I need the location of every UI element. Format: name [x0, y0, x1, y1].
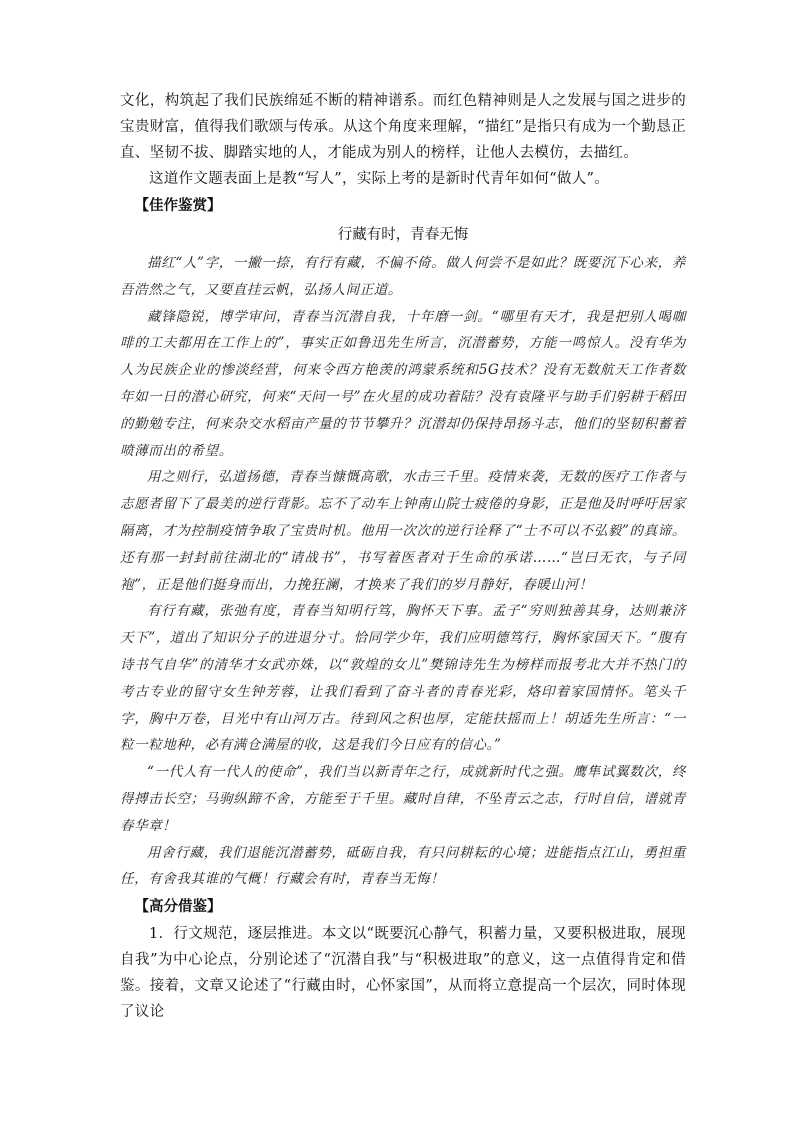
intro-paragraph-2: 这道作文题表面上是教“写人”，实际上考的是新时代青年如何“做人”。 [149, 171, 610, 187]
section-heading-appreciation: 【佳作鉴赏】 [134, 198, 222, 214]
essay-paragraph-4: 有行有藏，张弛有度，青春当知明行笃，胸怀天下事。孟子“穷则独善其身，达则兼济天下”，道出了知识分子的进退分寸。恰同学少年，我们应明德笃行，胸怀家国天下。“腹有诗书气自华”的清华才女武亦姝，以“敦煌的女儿”樊锦诗先生为榜样而报考北大并不热门的考古专业的留守女生钟芳蓉，让我们看到了奋斗者的青春光彩，烙印着家国情怀。笔头千字，胸中万卷，目光中有山河万古。待到风之积也厚，定能扶摇而上！胡适先生所言：“一粒一粒地种，必有满仓满屋的收，这是我们今日应有的信心。” [120, 603, 686, 754]
analysis-paragraph-1: 1．行文规范，逐层推进。本文以“既要沉心静气，积蓄力量，又要积极进取，展现自我”为中心论点，分别论述了“沉潜自我”与“积极进取”的意义，这一点值得肯定和借鉴。接着，文章又论述了“行藏由时，心怀家国”，从而将立意提高一个层次，同时体现了议论 [120, 926, 686, 1021]
essay-paragraph-3: 用之则行，弘道扬德，青春当慷慨高歌，水击三千里。疫情来袭，无数的医疗工作者与志愿者留下了最美的逆行背影。忘不了动车上钟南山院士疲倦的身影，正是他及时呼吁居家隔离，才为控制疫情争取了宝贵时机。他用一次次的逆行诠释了“士不可以不弘毅”的真谛。还有那一封封前往湖北的“请战书”，书写着医者对于生命的承诺……“岂曰无衣，与子同袍”，正是他们挺身而出，力挽狂澜，才换来了我们的岁月静好，春暖山河！ [120, 469, 686, 593]
essay-paragraph-2: 藏锋隐锐，博学审问，青春当沉潜自我，十年磨一剑。“哪里有天才，我是把别人喝咖啡的工夫都用在工作上的”，事实正如鲁迅先生所言，沉潜蓄势，方能一鸣惊人。没有华为人为民族企业的惨淡经营，何来令西方艳羡的鸿蒙系统和5G技术？没有无数航天工作者数年如一日的潜心研究，何来“天问一号”在火星的成功着陆？没有袁隆平与助手们躬耕于稻田的勤勉专注，何来杂交水稻亩产量的节节攀升？沉潜却仍保持昂扬斗志，他们的坚韧积蓄着喷薄而出的希望。 [120, 308, 686, 459]
essay-paragraph-5: “一代人有一代人的使命”，我们当以新青年之行，成就新时代之强。鹰隼试翼数次，终得搏击长空；马驹纵蹄不舍，方能至于千里。藏时自律，不坠青云之志，行时自信，谱就青春华章！ [120, 764, 686, 834]
essay-title: 行藏有时，青春无悔 [337, 227, 469, 243]
section-heading-borrowing: 【高分借鉴】 [134, 899, 222, 916]
page-content [120, 88, 686, 1025]
essay-paragraph-6: 用舍行藏，我们退能沉潜蓄势，砥砺自我，有只问耕耘的心境；进能指点江山，勇担重任，有舍我其谁的气概！行藏会有时，青春当无悔！ [120, 844, 686, 888]
essay-paragraph-1: 描红“人”字，一撇一捺，有行有藏，不偏不倚。做人何尝不是如此？既要沉下心来，养吾浩然之气，又要直挂云帆，弘扬人间正道。 [120, 255, 686, 298]
intro-paragraph-1: 文化，构筑起了我们民族绵延不断的精神谱系。而红色精神则是人之发展与国之进步的宝贵财富，值得我们歌颂与传承。从这个角度来理解，“描红”是指只有成为一个勤恳正直、坚韧不拔、脚踏实地的人，才能成为别人的榜样，让他人去模仿，去描红。 [120, 93, 686, 161]
